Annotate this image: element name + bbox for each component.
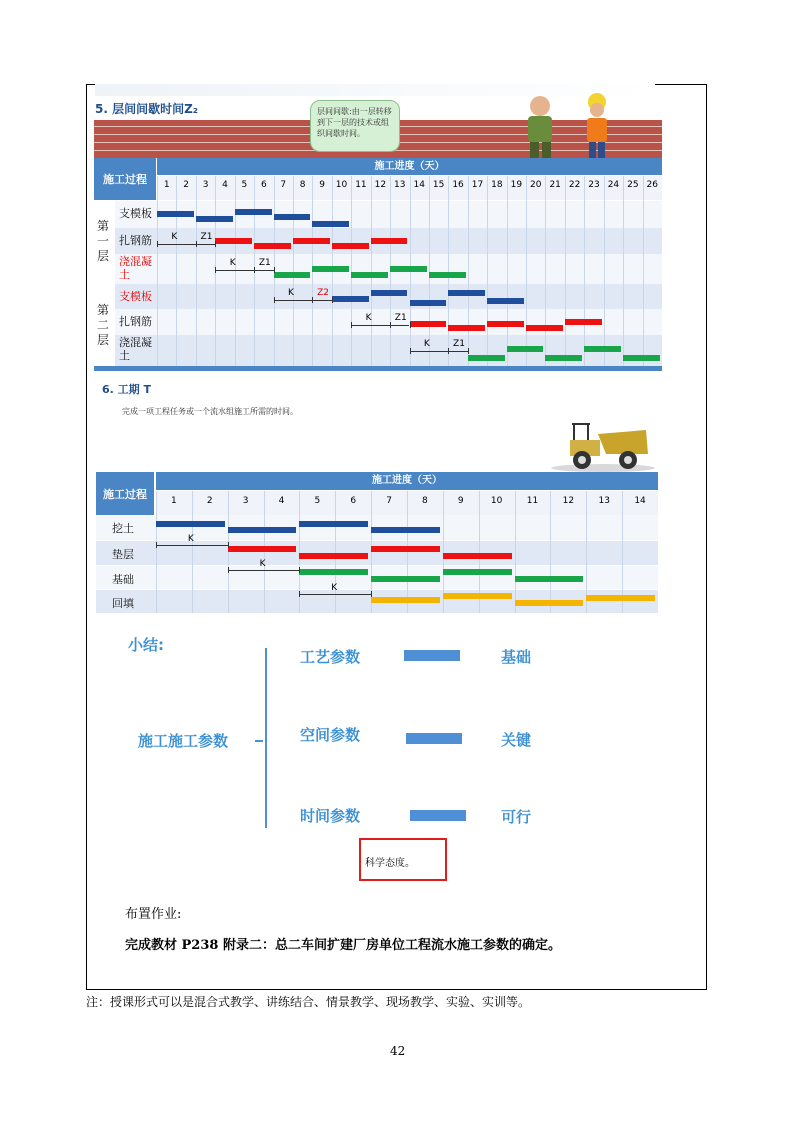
slide1-gridline bbox=[196, 176, 197, 366]
slide2-gridline bbox=[264, 491, 265, 613]
slide1-bar-green bbox=[351, 272, 388, 278]
slide1-gridline bbox=[468, 176, 469, 366]
slide2-bar-blue bbox=[371, 527, 440, 533]
slide1-day-24: 24 bbox=[607, 180, 620, 190]
slide1-row-label: 扎钢筋 bbox=[119, 315, 152, 328]
slide1-bar-red bbox=[293, 238, 330, 244]
slide1-day-14: 14 bbox=[413, 180, 425, 190]
slide1-annotation-label: Z1 bbox=[394, 313, 407, 323]
slide2-bar-red bbox=[299, 553, 368, 559]
slide1-gridline bbox=[604, 176, 605, 366]
summary-title: 小结: bbox=[128, 636, 164, 654]
slide1-bar-blue bbox=[312, 221, 349, 227]
slide2-bar-green bbox=[371, 576, 440, 582]
slide1-bar-blue bbox=[410, 300, 447, 306]
slide1-annotation-tick bbox=[274, 297, 275, 303]
slide2-bar-blue bbox=[299, 521, 368, 527]
slide2-row-label: 垫层 bbox=[112, 548, 134, 561]
slide1-bar-red bbox=[487, 321, 524, 327]
slide1-gridline bbox=[235, 176, 236, 366]
slide1-day-3: 3 bbox=[202, 180, 209, 190]
slide1-row-band bbox=[115, 335, 662, 367]
slide2-day-2: 2 bbox=[206, 496, 213, 506]
slide1-day-26: 26 bbox=[646, 180, 658, 190]
slide1-annotation-tick bbox=[215, 241, 216, 247]
slide1-day-16: 16 bbox=[452, 180, 464, 190]
slide1-floor2-label: 第二层 bbox=[96, 303, 109, 347]
slide2-bar-red bbox=[371, 546, 440, 552]
slide1-day-9: 9 bbox=[319, 180, 325, 190]
slide2-bar-yellow bbox=[586, 595, 655, 601]
slide2-gridline bbox=[156, 491, 157, 613]
slide1-bar-blue bbox=[235, 209, 272, 215]
slide2-bar-green bbox=[515, 576, 584, 582]
slide1-row-band bbox=[115, 254, 662, 285]
slide1-bar-red bbox=[410, 321, 447, 327]
slide2-day-12: 12 bbox=[562, 496, 575, 506]
slide1-annotation-label: Z1 bbox=[453, 339, 465, 349]
slide1-bar-green bbox=[468, 355, 505, 361]
slide1-annotation-label: K bbox=[171, 232, 178, 242]
slide1-day-23: 23 bbox=[588, 180, 600, 190]
slide1-bar-red bbox=[254, 243, 291, 249]
slide1-day-20: 20 bbox=[530, 180, 542, 190]
slide1-annotation-label: K bbox=[229, 258, 236, 268]
slide2-row-label: 挖土 bbox=[112, 522, 134, 535]
slide2-annotation-tick bbox=[228, 567, 229, 573]
slide1-gridline bbox=[565, 176, 566, 366]
slide2-annotation-line bbox=[228, 570, 300, 571]
slide1-annotation-tick bbox=[332, 297, 333, 303]
slide1-day-2: 2 bbox=[183, 180, 189, 190]
slide1-annotation-line bbox=[390, 325, 409, 326]
slide1-bar-blue bbox=[274, 214, 311, 220]
slide1-bar-red bbox=[526, 325, 563, 331]
slide1-row-label: 浇混凝土 bbox=[119, 255, 152, 281]
slide1-gridline bbox=[643, 176, 644, 366]
slide1-bar-green bbox=[429, 272, 466, 278]
slide1-annotation-tick bbox=[468, 348, 469, 354]
slide1-bar-green bbox=[507, 346, 544, 352]
slide1-day-13: 13 bbox=[394, 180, 406, 190]
slide1-row-label: 浇混凝土 bbox=[119, 336, 152, 362]
slide2-day-3: 3 bbox=[242, 496, 249, 506]
slide2-gridline bbox=[515, 491, 516, 613]
slide1-annotation-tick bbox=[157, 241, 158, 247]
slide1-annotation-tick bbox=[390, 322, 391, 328]
slide2-annotation-tick bbox=[156, 542, 157, 548]
slide2-day-1: 1 bbox=[171, 496, 177, 506]
slide1-day-22: 22 bbox=[568, 180, 581, 190]
slide1-gridline bbox=[526, 176, 527, 366]
slide1-gridline bbox=[176, 176, 177, 366]
slide1-day-8: 8 bbox=[299, 180, 306, 190]
slide1-annotation-tick bbox=[312, 297, 313, 303]
slide1-annotation-label: K bbox=[287, 288, 294, 298]
slide1-gridline bbox=[507, 176, 508, 366]
slide1-bar-green bbox=[623, 355, 660, 361]
slide2-day-13: 13 bbox=[598, 496, 610, 506]
slide1-gridline bbox=[487, 176, 488, 366]
slide2-day-14: 14 bbox=[634, 496, 646, 506]
slide1-gridline bbox=[545, 176, 546, 366]
slide1-row-label: 支模板 bbox=[119, 290, 152, 303]
slide1-annotation-line bbox=[196, 244, 215, 245]
summary-item-2-bar bbox=[406, 733, 462, 744]
dump-truck-illustration bbox=[548, 420, 658, 472]
slide2-day-5: 5 bbox=[314, 496, 321, 506]
summary-item-3-left: 时间参数 bbox=[300, 807, 361, 825]
slide2-annotation-tick bbox=[371, 591, 372, 597]
slide2-bar-blue bbox=[228, 527, 297, 533]
slide1-day-1: 1 bbox=[163, 180, 170, 190]
slide1-annotation-line bbox=[410, 351, 449, 352]
slide2-annotation-tick bbox=[228, 542, 229, 548]
slide2-bar-yellow bbox=[371, 597, 440, 603]
slide2-bar-green bbox=[443, 569, 512, 575]
slide1-annotation-tick bbox=[274, 267, 275, 273]
slide1-bar-red bbox=[448, 325, 485, 331]
slide1-header-left: 施工过程 bbox=[94, 158, 156, 200]
slide2-day-7: 7 bbox=[386, 496, 392, 506]
slide1-bar-blue bbox=[196, 216, 233, 222]
slide1-bottom-band bbox=[94, 366, 662, 371]
slide2-day-6: 6 bbox=[350, 496, 357, 506]
slide1-row-band bbox=[115, 201, 662, 229]
slide1-bar-red bbox=[215, 238, 252, 244]
slide1-day-11: 11 bbox=[355, 180, 367, 190]
slide2-annotation-tick bbox=[299, 591, 300, 597]
slide2-annotation-label: K bbox=[187, 534, 194, 544]
summary-item-3-right: 可行 bbox=[501, 808, 532, 826]
slide1-day-18: 18 bbox=[491, 180, 503, 190]
slide1-day-17: 17 bbox=[471, 180, 484, 190]
slide1-day-5: 5 bbox=[241, 180, 248, 190]
summary-item-3-bar bbox=[410, 810, 466, 821]
slide1-day-7: 7 bbox=[280, 180, 287, 190]
slide1-gridline bbox=[293, 176, 294, 366]
slide1-annotation-tick bbox=[215, 267, 216, 273]
slide1-annotation-tick bbox=[410, 348, 411, 354]
slide1-header-top: 施工进度（天） bbox=[157, 158, 662, 175]
slide1-gridline bbox=[371, 176, 372, 366]
slide1-gridline bbox=[351, 176, 352, 366]
slide2-header-left: 施工过程 bbox=[96, 472, 154, 515]
slide2-day-4: 4 bbox=[278, 496, 285, 506]
slide1-row-band bbox=[115, 284, 662, 310]
speech-bubble: 层间间歇:由一层转移到下一层的技术或组织间歇时间。 bbox=[310, 100, 400, 152]
slide1-gridline bbox=[448, 176, 449, 366]
slide1-annotation-line bbox=[254, 270, 273, 271]
slide1-annotation-label: K bbox=[423, 339, 430, 349]
slide1-day-19: 19 bbox=[510, 180, 523, 190]
slide2-annotation-label: K bbox=[331, 583, 338, 593]
slide2-header-top: 施工进度（天） bbox=[156, 472, 658, 490]
slide1-annotation-line bbox=[448, 351, 467, 352]
slide2-annotation-line bbox=[299, 594, 371, 595]
slide2-bar-blue bbox=[156, 521, 225, 527]
slide1-day-4: 4 bbox=[222, 180, 228, 190]
homework-label: 布置作业: bbox=[125, 907, 182, 922]
footnote: 注：授课形式可以是混合式教学、讲练结合、情景教学、现场教学、实验、实训等。 bbox=[86, 995, 531, 1009]
slide1-floor1-label: 第一层 bbox=[96, 219, 109, 263]
slide1-day-10: 10 bbox=[335, 180, 348, 190]
slide2-bar-red bbox=[228, 546, 297, 552]
slide1-annotation-line bbox=[351, 325, 390, 326]
slide2-bar-yellow bbox=[443, 593, 512, 599]
slide2-gridline bbox=[192, 491, 193, 613]
slide2-day-11: 11 bbox=[526, 496, 539, 506]
slide1-gridline bbox=[429, 176, 430, 366]
slide2-gridline bbox=[407, 491, 408, 613]
slide1-annotation-tick bbox=[196, 241, 197, 247]
slide1-annotation-tick bbox=[254, 267, 255, 273]
slide1-bar-blue bbox=[332, 296, 369, 302]
slide1-title: 5. 层间间歇时间Z₂ bbox=[95, 102, 199, 116]
slide1-annotation-label: Z1 bbox=[200, 232, 213, 242]
slide1-bar-blue bbox=[448, 290, 485, 296]
slide1-bar-red bbox=[332, 243, 369, 249]
slide1-annotation-tick bbox=[410, 322, 411, 328]
red-highlight-box: 科学态度。 bbox=[359, 838, 447, 881]
slide2-row-label: 基础 bbox=[112, 573, 134, 586]
slide1-bar-red bbox=[371, 238, 408, 244]
slide1-bar-red bbox=[565, 319, 602, 325]
slide1-annotation-label: Z1 bbox=[258, 258, 271, 268]
slide2-row-label: 回填 bbox=[112, 597, 134, 610]
slide2-bar-red bbox=[443, 553, 512, 559]
slide1-annotation-line bbox=[312, 300, 331, 301]
summary-item-1-bar bbox=[404, 650, 460, 661]
summary-main: 施工施工参数 bbox=[138, 732, 229, 750]
slide1-annotation-line bbox=[215, 270, 254, 271]
slide1-annotation-label: K bbox=[365, 313, 372, 323]
summary-item-1-right: 基础 bbox=[501, 648, 532, 666]
slide2-day-8: 8 bbox=[422, 496, 428, 506]
summary-bracket bbox=[265, 648, 267, 828]
slide2-annotation-label: K bbox=[259, 559, 266, 569]
summary-dash bbox=[255, 740, 263, 742]
workers-illustration bbox=[515, 88, 625, 168]
slide2-annotation-tick bbox=[299, 567, 300, 573]
slide2-day-10: 10 bbox=[490, 496, 503, 506]
slide1-bar-green bbox=[390, 266, 427, 272]
slide2-day-9: 9 bbox=[457, 496, 464, 506]
slide1-row-label: 支模板 bbox=[119, 207, 152, 220]
slide1-annotation-tick bbox=[351, 322, 352, 328]
slide2-gridline bbox=[228, 491, 229, 613]
slide2-title: 6. 工期 T bbox=[102, 383, 151, 396]
slide1-day-6: 6 bbox=[260, 180, 267, 190]
slide1-day-25: 25 bbox=[627, 180, 639, 190]
slide1-day-15: 15 bbox=[432, 180, 445, 190]
homework-text: 完成教材 P238 附录二：总二车间扩建厂房单位工程流水施工参数的确定。 bbox=[125, 938, 561, 953]
page-number: 42 bbox=[390, 1044, 406, 1058]
slide1-bar-blue bbox=[487, 298, 524, 304]
slide1-gridline bbox=[584, 176, 585, 366]
slide2-subtitle: 完成一项工程任务或一个流水组施工所需的时间。 bbox=[122, 407, 298, 416]
slide1-annotation-line bbox=[274, 300, 313, 301]
slide2-gridline bbox=[550, 491, 551, 613]
slide1-day-21: 21 bbox=[549, 180, 561, 190]
slide1-bar-blue bbox=[157, 211, 194, 217]
slide1-annotation-line bbox=[157, 244, 196, 245]
slide2-bar-yellow bbox=[515, 600, 584, 606]
slide1-bar-green bbox=[274, 272, 311, 278]
slide1-annotation-label: Z2 bbox=[317, 288, 329, 298]
slide1-annotation-tick bbox=[448, 348, 449, 354]
slide1-bar-blue bbox=[371, 290, 408, 296]
slide1-gridline bbox=[623, 176, 624, 366]
slide1-bar-green bbox=[312, 266, 349, 272]
slide1-row-label: 扎钢筋 bbox=[119, 234, 152, 247]
summary-item-1-left: 工艺参数 bbox=[300, 648, 361, 666]
summary-item-2-left: 空间参数 bbox=[300, 726, 361, 744]
slide2-bar-green bbox=[299, 569, 368, 575]
slide1-bar-green bbox=[545, 355, 582, 361]
slide1-day-12: 12 bbox=[374, 180, 387, 190]
slide2-annotation-line bbox=[156, 545, 228, 546]
slide1-bar-green bbox=[584, 346, 621, 352]
summary-item-2-right: 关键 bbox=[501, 731, 532, 749]
